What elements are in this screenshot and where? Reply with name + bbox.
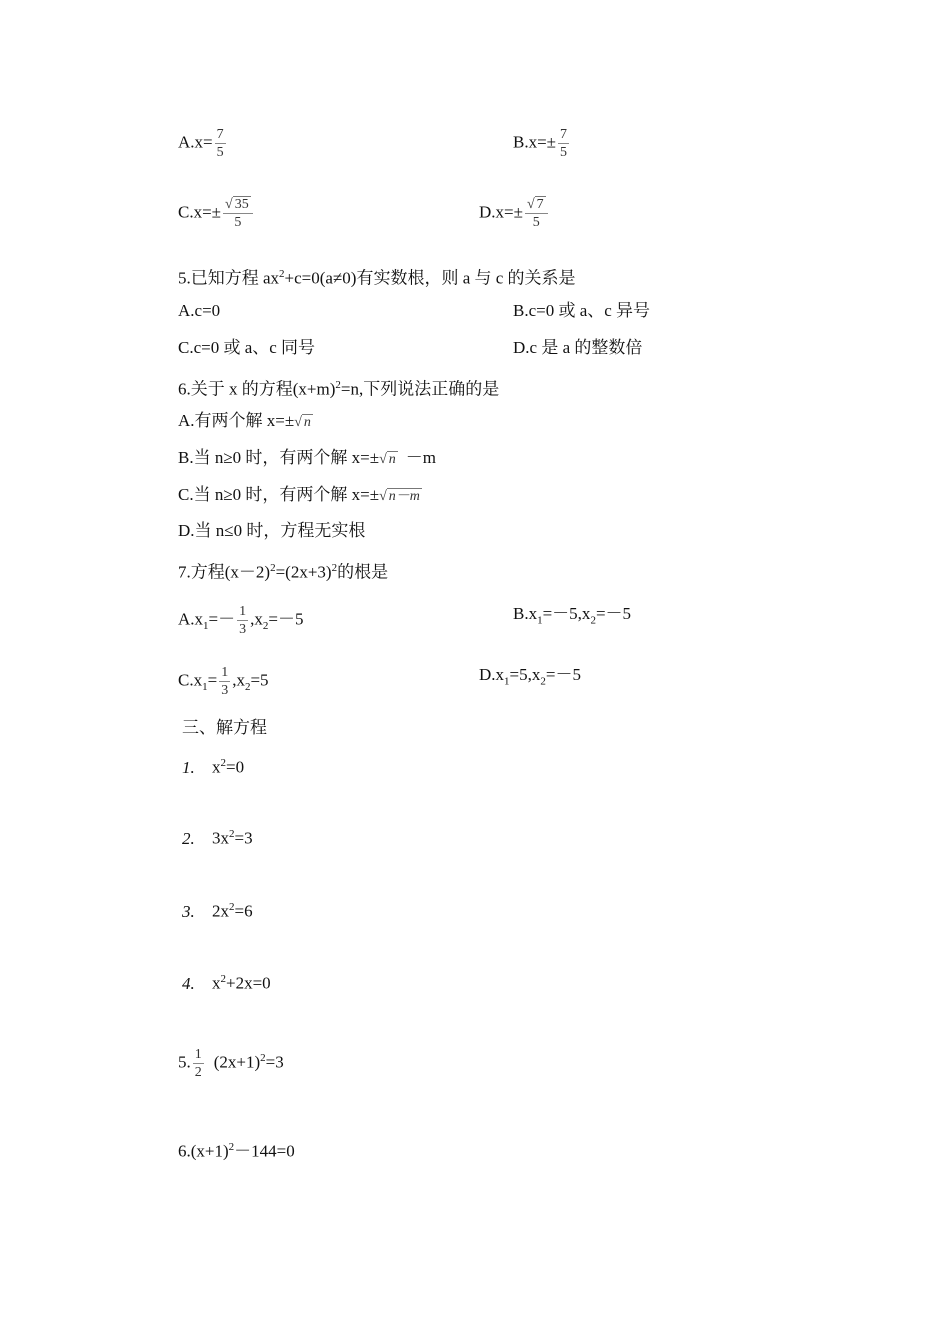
q7-stem-c: 的根是 bbox=[337, 562, 389, 582]
q6-stem-a: 6.关于 x 的方程(x+m) bbox=[178, 379, 336, 399]
q6-option-d: D.当 n≤0 时，方程无实根 bbox=[178, 521, 366, 540]
q4-d-prefix: D.x=± bbox=[479, 202, 523, 222]
subscript: 1 bbox=[202, 680, 208, 693]
problem-6-a: 6.(x+1) bbox=[178, 1141, 229, 1161]
q7-option-d bbox=[479, 664, 581, 692]
problem-6-b: －144=0 bbox=[234, 1141, 295, 1161]
problem-6 bbox=[178, 1136, 295, 1163]
q6-option-b bbox=[178, 447, 436, 471]
q7-a-eq: =－ bbox=[208, 609, 236, 629]
fraction bbox=[525, 196, 548, 231]
q7-option-c bbox=[178, 664, 269, 699]
subscript: 2 bbox=[590, 614, 596, 627]
subscript: 1 bbox=[203, 619, 209, 632]
q7-b-c: =－5 bbox=[595, 604, 632, 623]
superscript: 2 bbox=[229, 901, 235, 913]
problem-number: 4. bbox=[182, 973, 195, 993]
q7-option-b bbox=[513, 603, 631, 631]
superscript: 2 bbox=[229, 828, 235, 840]
q7-b-a: B.x bbox=[513, 604, 538, 623]
fraction-den: 5 bbox=[532, 215, 540, 230]
q4-b-prefix: B.x=± bbox=[513, 132, 557, 152]
fraction bbox=[219, 664, 230, 699]
problem-4-a: x bbox=[212, 973, 221, 993]
q7-c-end: =5 bbox=[250, 670, 269, 690]
fraction-den: 5 bbox=[234, 215, 242, 230]
problem-2-a: 3x bbox=[212, 828, 229, 848]
q5-stem-b: +c=0(a≠0)有实数根，则 a 与 c 的关系是 bbox=[284, 268, 576, 288]
fraction-den: 2 bbox=[194, 1065, 202, 1080]
problem-2-b: =3 bbox=[234, 828, 253, 848]
problem-2 bbox=[182, 823, 253, 850]
q4-c-prefix: C.x=± bbox=[178, 202, 222, 222]
q6-b-suffix: －m bbox=[405, 448, 437, 467]
q6-a-prefix: A.有两个解 x=± bbox=[178, 411, 295, 430]
q4-option-c bbox=[178, 196, 255, 231]
fraction-den: 5 bbox=[216, 145, 224, 160]
superscript: 2 bbox=[228, 1141, 235, 1153]
q7-a-prefix: A.x bbox=[178, 609, 204, 629]
q7-a-end: =－5 bbox=[268, 609, 304, 629]
q6-stem-b: =n,下列说法正确的是 bbox=[340, 379, 500, 399]
problem-3-a: 2x bbox=[212, 901, 229, 921]
q5-stem-a: 5.已知方程 ax bbox=[178, 268, 280, 288]
fraction-num: 7 bbox=[216, 127, 224, 142]
superscript: 2 bbox=[279, 268, 285, 280]
q5-option-c: C.c=0 或 a、c 同号 bbox=[178, 338, 316, 357]
sqrt-radicand: 35 bbox=[234, 197, 249, 212]
q7-option-a bbox=[178, 603, 303, 638]
q7-stem bbox=[178, 557, 388, 584]
superscript: 2 bbox=[260, 1051, 266, 1064]
sqrt: √ n bbox=[294, 415, 311, 430]
sqrt-radicand: n－m bbox=[388, 489, 420, 504]
problem-3-b: =6 bbox=[234, 901, 253, 921]
subscript: 2 bbox=[540, 675, 546, 688]
q5-option-a: A.c=0 bbox=[178, 301, 221, 320]
problem-1-a: x bbox=[212, 757, 221, 777]
q5-stem bbox=[178, 263, 576, 290]
problem-5-a: (2x+1) bbox=[213, 1052, 261, 1072]
sqrt: √ 35 bbox=[223, 196, 253, 214]
problem-3 bbox=[182, 896, 253, 923]
q4-option-a bbox=[178, 126, 228, 161]
problem-1-b: =0 bbox=[226, 757, 245, 777]
q7-d-c: =－5 bbox=[545, 665, 581, 684]
problem-number: 1. bbox=[182, 757, 195, 777]
q7-stem-a: 7.方程(x－2) bbox=[178, 562, 271, 582]
superscript: 2 bbox=[335, 379, 341, 391]
fraction-den: 5 bbox=[560, 145, 568, 160]
sqrt: √ n－m bbox=[379, 489, 420, 504]
superscript: 2 bbox=[331, 562, 338, 574]
problem-4-b: +2x=0 bbox=[226, 973, 271, 993]
q6-stem bbox=[178, 374, 499, 401]
q6-option-c bbox=[178, 484, 422, 508]
q7-c-prefix: C.x bbox=[178, 670, 203, 690]
problem-number: 2. bbox=[182, 828, 195, 848]
fraction bbox=[237, 603, 248, 638]
q6-option-a bbox=[178, 410, 313, 434]
q7-d-a: D.x bbox=[479, 665, 505, 684]
q4-option-b bbox=[513, 126, 571, 161]
fraction-den: 3 bbox=[221, 683, 229, 698]
fraction-den: 3 bbox=[239, 622, 247, 637]
fraction-num: 1 bbox=[221, 665, 229, 680]
fraction-num: 1 bbox=[194, 1047, 202, 1062]
subscript: 1 bbox=[537, 614, 543, 627]
fraction bbox=[558, 126, 569, 161]
subscript: 1 bbox=[504, 675, 510, 688]
fraction bbox=[223, 196, 253, 231]
subscript: 2 bbox=[244, 680, 251, 693]
superscript: 2 bbox=[220, 973, 226, 985]
problem-5 bbox=[178, 1046, 284, 1081]
q7-b-b: =－5,x bbox=[542, 604, 591, 623]
fraction bbox=[215, 126, 226, 161]
q7-c-post: ,x bbox=[232, 670, 245, 690]
q6-b-prefix: B.当 n≥0 时，有两个解 x=± bbox=[178, 448, 380, 467]
q7-a-post: ,x bbox=[250, 609, 263, 629]
q7-d-b: =5,x bbox=[509, 665, 541, 684]
q5-option-b: B.c=0 或 a、c 异号 bbox=[513, 301, 651, 320]
problem-1 bbox=[182, 752, 244, 779]
q4-a-prefix: A.x= bbox=[178, 132, 213, 152]
problem-number: 5. bbox=[178, 1052, 191, 1072]
problem-4 bbox=[182, 968, 271, 995]
problem-5-b: =3 bbox=[265, 1052, 284, 1072]
superscript: 2 bbox=[270, 562, 276, 574]
q7-c-eq: = bbox=[207, 670, 218, 690]
superscript: 2 bbox=[220, 757, 226, 769]
fraction-num: 1 bbox=[239, 604, 247, 619]
problem-number: 3. bbox=[182, 901, 195, 921]
sqrt: √ n bbox=[379, 452, 396, 467]
subscript: 2 bbox=[262, 619, 269, 632]
sqrt-radicand: n bbox=[303, 415, 311, 430]
sqrt-radicand: n bbox=[388, 452, 396, 467]
q7-stem-b: =(2x+3) bbox=[275, 562, 332, 582]
q4-option-d bbox=[479, 196, 550, 231]
fraction bbox=[193, 1046, 204, 1081]
section-title: 三、解方程 bbox=[182, 718, 267, 737]
sqrt-radicand: 7 bbox=[536, 197, 544, 212]
fraction-num: 7 bbox=[560, 127, 568, 142]
sqrt: √ 7 bbox=[525, 196, 548, 214]
q6-c-prefix: C.当 n≥0 时，有两个解 x=± bbox=[178, 485, 380, 504]
q5-option-d: D.c 是 a 的整数倍 bbox=[513, 338, 643, 357]
